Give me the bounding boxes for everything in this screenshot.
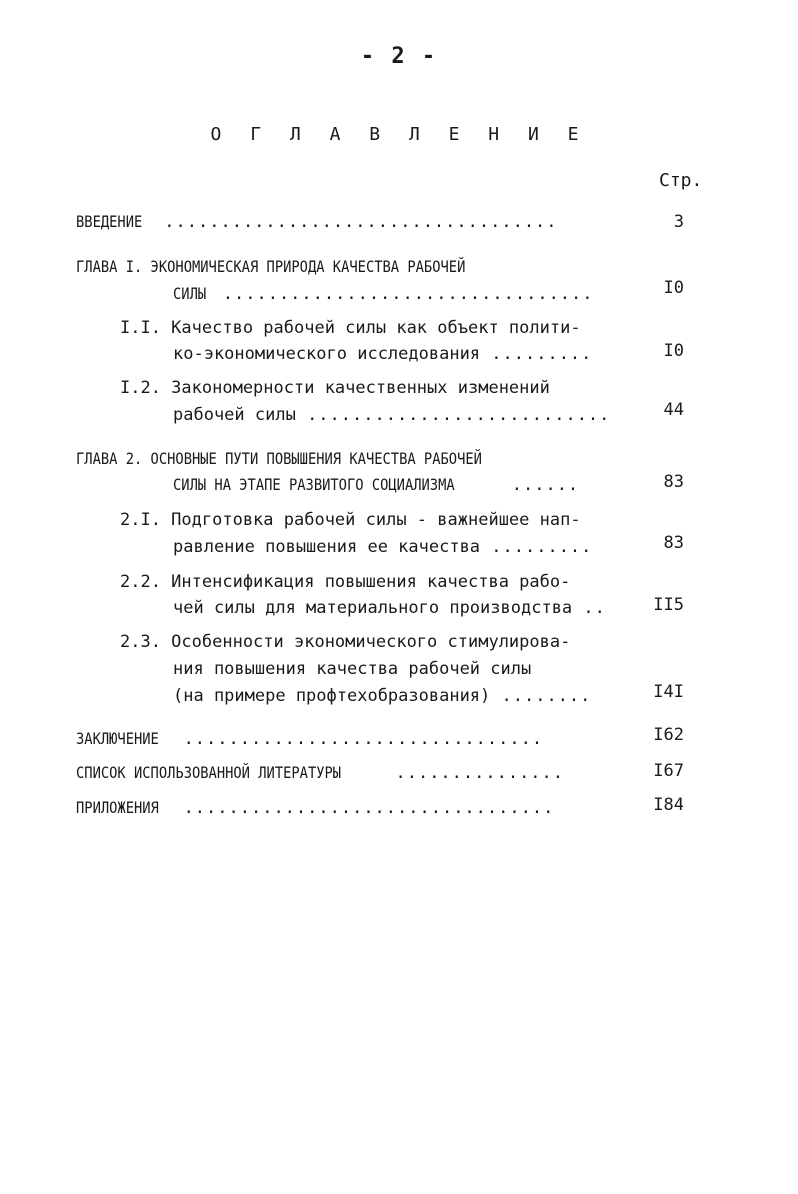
toc-entry-section2-3-line1	[120, 631, 570, 653]
toc-entry-title: 2.I. Подготовка рабочей силы - важнейшее нап-	[120, 510, 581, 530]
leader-dots: .................................	[172, 798, 555, 818]
toc-entry-conclusion-line	[76, 728, 543, 750]
toc-entry-section2-1-line1	[120, 509, 581, 531]
toc-entry-title-cont: чей силы для материального производства	[173, 598, 573, 618]
toc-entry-title: I.I. Качество рабочей силы как объект полити-	[120, 318, 581, 338]
toc-entry-title: СПИСОК ИСПОЛЬЗОВАННОЙ ЛИТЕРАТУРЫ	[76, 763, 342, 782]
toc-entry-chapter1-line2	[173, 283, 594, 305]
toc-entry-section2-1-line2	[173, 536, 592, 558]
leader-dots: ..	[572, 598, 606, 618]
leader-dots: .........	[480, 344, 593, 364]
toc-entry-title-cont: СИЛЫ	[173, 284, 207, 303]
toc-entry-title: I.2. Закономерности качественных изменений	[120, 378, 550, 398]
page-column-label: Стр.	[659, 170, 703, 191]
toc-entry-chapter2-line1	[76, 448, 548, 470]
toc-entry-title: ГЛАВА 2. ОСНОВНЫЕ ПУТИ ПОВЫШЕНИЯ КАЧЕСТВА РАБОЧЕЙ	[76, 449, 482, 468]
leader-dots: ......	[500, 475, 580, 495]
toc-entry-page: 44	[663, 400, 684, 420]
leader-dots: .................................	[211, 284, 594, 304]
toc-entry-section1-1-line1	[120, 317, 581, 339]
toc-entry-page: 83	[663, 533, 684, 553]
toc-entry-title-cont: (на примере профтехобразования)	[173, 686, 491, 706]
toc-entry-page: I4I	[653, 682, 684, 702]
toc-entry-title: ГЛАВА I. ЭКОНОМИЧЕСКАЯ ПРИРОДА КАЧЕСТВА РАБОЧЕЙ	[76, 257, 466, 276]
toc-entry-page: I67	[653, 761, 684, 781]
toc-entry-appendices-line	[76, 797, 554, 819]
leader-dots: ...............	[384, 763, 565, 783]
toc-entry-title: 2.2. Интенсификация повышения качества рабо-	[120, 572, 571, 592]
toc-entry-section1-2-line2	[173, 404, 610, 426]
toc-entry-title-cont: СИЛЫ НА ЭТАПЕ РАЗВИТОГО СОЦИАЛИЗМА	[173, 475, 455, 494]
toc-entry-title-cont: равление повышения ее качества	[173, 537, 481, 557]
leader-dots: ...................................	[153, 212, 558, 232]
toc-entry-title: 2.3. Особенности экономического стимулирова-	[120, 632, 571, 652]
page-number: - 2 -	[360, 44, 438, 69]
toc-entry-section2-3-line2	[173, 658, 531, 680]
toc-entry-section2-2-line1	[120, 571, 570, 593]
toc-entry-page: 3	[673, 212, 684, 232]
leader-dots: ...........................	[295, 405, 611, 425]
toc-entry-page: I84	[653, 795, 684, 815]
toc-entry-title-cont: ко-экономического исследования	[173, 344, 481, 364]
toc-entry-page: 83	[663, 472, 684, 492]
leader-dots: .........	[480, 537, 593, 557]
toc-entry-intro-line	[76, 211, 558, 233]
toc-entry-section1-1-line2	[173, 343, 592, 365]
toc-entry-page: II5	[653, 595, 684, 615]
toc-entry-bibliography-line	[76, 762, 564, 784]
leader-dots: ........	[490, 686, 592, 706]
toc-entry-title-cont: ния повышения качества рабочей силы	[173, 659, 532, 679]
leader-dots: ................................	[172, 729, 544, 749]
toc-entry-page: I0	[663, 341, 684, 361]
toc-entry-section2-3-line3	[173, 685, 591, 707]
toc-entry-chapter2-line2	[173, 474, 579, 496]
toc-entry-section2-2-line2	[173, 597, 606, 619]
toc-entry-title: ПРИЛОЖЕНИЯ	[76, 798, 159, 817]
toc-entry-page: I0	[663, 278, 684, 298]
toc-entry-section1-2-line1	[120, 377, 550, 399]
toc-entry-chapter1-line1	[76, 256, 529, 278]
toc-entry-title: ЗАКЛЮЧЕНИЕ	[76, 729, 159, 748]
toc-entry-title: ВВЕДЕНИЕ	[76, 212, 143, 231]
toc-entry-page: I62	[653, 725, 684, 745]
toc-entry-title-cont: рабочей силы	[173, 405, 296, 425]
toc-title: О Г Л А В Л Е Н И Е	[210, 124, 588, 145]
